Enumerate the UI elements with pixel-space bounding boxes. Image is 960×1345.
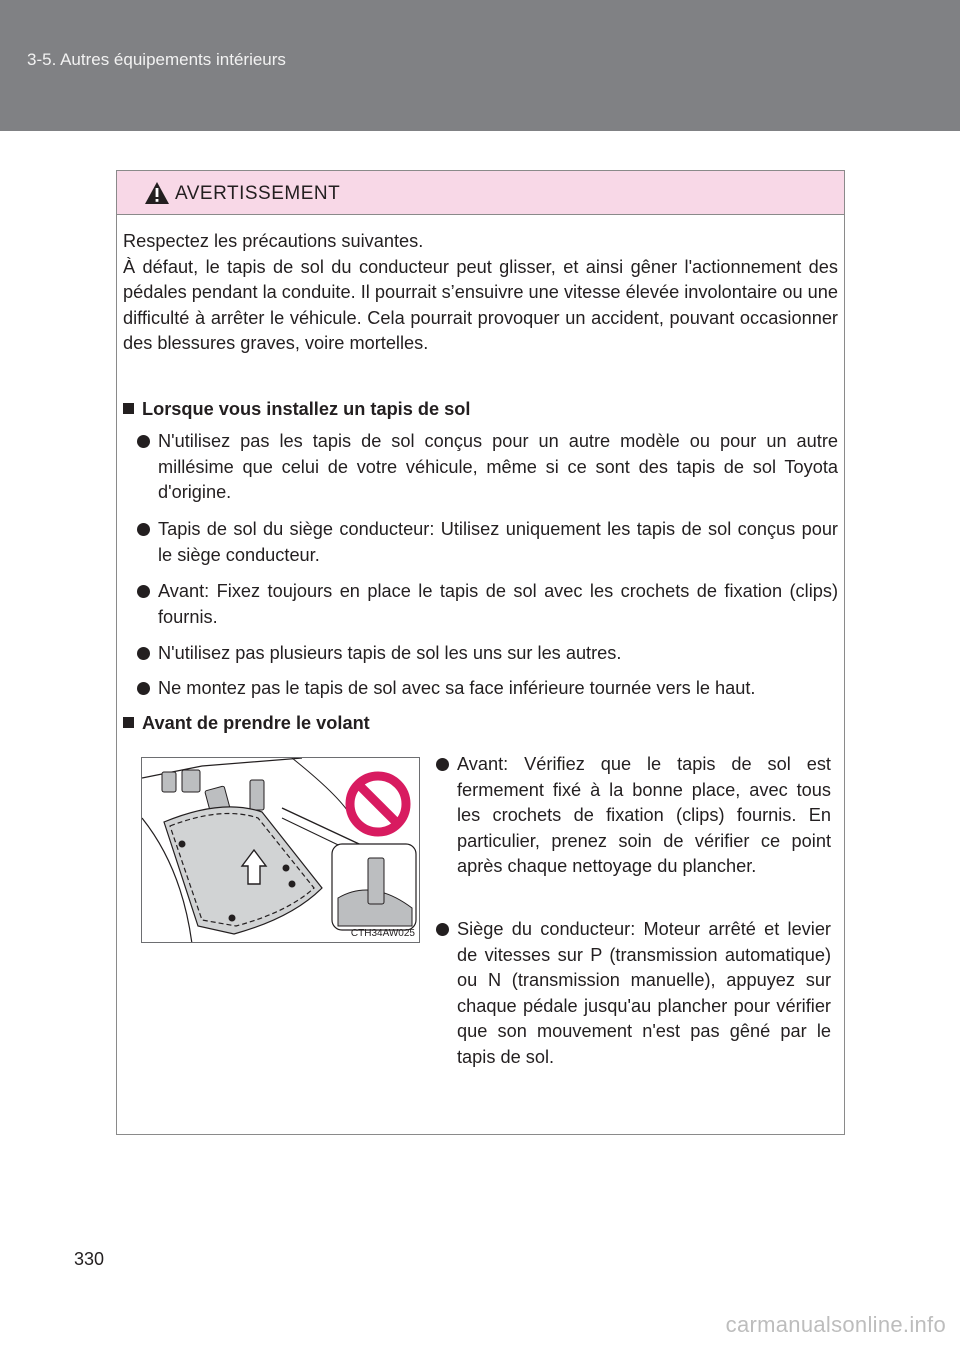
list-item (136, 676, 838, 702)
page-header (0, 0, 960, 131)
list-item-text: N'utilisez pas plusieurs tapis de sol les uns sur les autres. (158, 643, 622, 663)
warning-intro (123, 229, 838, 357)
list-item-text: Ne montez pas le tapis de sol avec sa face inférieure tournée vers le haut. (158, 678, 756, 698)
intro-paragraph: À défaut, le tapis de sol du conducteur peut glisser, et ainsi gêner l'actionnement des pédales pendant la conduite. Il pourrait s’ensuivre une vitesse élevée involontaire ou une difficulté à arrêter le véhicule. Cela pourrait provoquer un accident, pouvant occasionner des blessures graves, voire mortelles. (123, 256, 838, 354)
section-heading-text: Lorsque vous installez un tapis de sol (142, 399, 471, 419)
intro-line: Respectez les précautions suivantes. (123, 231, 424, 251)
round-bullet-icon (137, 435, 150, 448)
list-item (136, 517, 838, 568)
warning-triangle-icon (144, 181, 170, 205)
page-number: 330 (74, 1249, 105, 1269)
list-item-text: Siège du conducteur: Moteur arrêté et levier de vitesses sur P (transmission automatique) ou N (transmission manuelle), appuyez sur chaque pédale jusqu'au plancher pour vérifier que son mouvement n'est pas gêné par le tapis de sol. (457, 919, 831, 1067)
section-heading-text: Avant de prendre le volant (142, 713, 370, 733)
floor-mat-illustration (141, 757, 420, 943)
list-item-text: N'utilisez pas les tapis de sol conçus pour un autre modèle ou pour un autre millésime que celui de votre véhicule, même si ce sont des tapis de sol Toyota d'origine. (158, 431, 838, 503)
round-bullet-icon (436, 923, 449, 936)
list-item-text: Avant: Vérifiez que le tapis de sol est fermement fixé à la bonne place, avec tous les crochets de fixation (clips) fournis. En particulier, prenez soin de vérifier ce point après chaque nettoyage du plancher. (457, 754, 831, 877)
list-item (435, 752, 831, 880)
floor-mat-drawing (142, 758, 420, 943)
round-bullet-icon (137, 585, 150, 598)
square-bullet-icon (123, 717, 134, 728)
warning-header (117, 171, 844, 215)
list-item (136, 429, 838, 506)
round-bullet-icon (137, 682, 150, 695)
round-bullet-icon (137, 647, 150, 660)
list-item (136, 641, 838, 667)
watermark: carmanualsonline.info (725, 1312, 946, 1337)
warning-box (116, 170, 845, 1135)
section-heading-installation (123, 397, 470, 423)
list-item-text: Tapis de sol du siège conducteur: Utilisez uniquement les tapis de sol conçus pour le siège conducteur. (158, 519, 838, 565)
section-title: 3-5. Autres équipements intérieurs (27, 50, 286, 69)
round-bullet-icon (436, 758, 449, 771)
list-item (136, 579, 838, 630)
round-bullet-icon (137, 523, 150, 536)
square-bullet-icon (123, 403, 134, 414)
list-item (435, 917, 831, 1071)
list-item-text: Avant: Fixez toujours en place le tapis de sol avec les crochets de fixation (clips) fournis. (158, 581, 838, 627)
figure-code: CTH34AW025 (350, 928, 415, 939)
section-heading-before-driving (123, 711, 370, 737)
warning-title: AVERTISSEMENT (175, 183, 341, 204)
